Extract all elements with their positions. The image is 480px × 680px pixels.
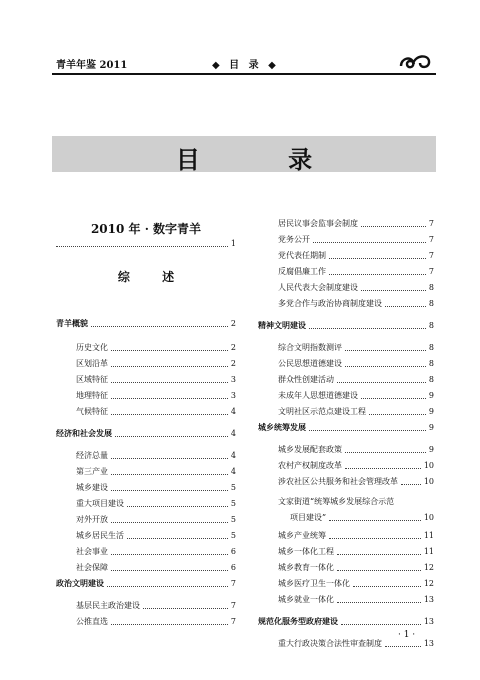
toc-entry-title: 反腐倡廉工作: [278, 267, 326, 276]
toc-entry: [278, 494, 434, 507]
toc-entry-title: 城乡一体化工程: [278, 547, 334, 556]
toc-entry-title: 农村产权制度改革: [278, 461, 342, 470]
dot-leader: [345, 350, 426, 351]
toc-entry-title: 第三产业: [76, 467, 108, 476]
toc-entry-title: 对外开放: [76, 515, 108, 524]
toc-entry: [278, 248, 434, 261]
dot-leader: [369, 414, 426, 415]
toc-entry: [278, 560, 434, 573]
toc-entry-page: 4: [230, 451, 236, 460]
toc-entry-page: 8: [428, 343, 434, 352]
dot-leader: [111, 474, 228, 475]
dot-leader: [127, 506, 228, 507]
dot-leader: [111, 522, 228, 523]
dot-leader: [111, 490, 228, 491]
toc-entry: [76, 560, 236, 573]
toc-entry-title: 重大行政决策合法性审查制度: [278, 639, 382, 648]
toc-entry-page: 2: [230, 343, 236, 352]
page-title: 目 录: [175, 145, 353, 174]
toc-entry-title: 公推直选: [76, 617, 108, 626]
toc-entry-title: 气候特征: [76, 407, 108, 416]
toc-entry-page: 3: [230, 375, 236, 384]
toc-entry: [76, 512, 236, 525]
toc-entry: [76, 372, 236, 385]
toc-entry: [76, 356, 236, 369]
dot-leader: [385, 646, 421, 647]
toc-entry-page: 6: [230, 563, 236, 572]
toc-entry: [76, 544, 236, 557]
right-toc-column: [258, 0, 434, 680]
dot-leader: [329, 258, 426, 259]
toc-entry: [76, 496, 236, 509]
dot-leader: [385, 306, 426, 307]
toc-entry-page: 8: [428, 299, 434, 308]
toc-entry-title: 城乡建设: [76, 483, 108, 492]
toc-entry-page: 9: [428, 445, 434, 454]
toc-entry-page: 5: [230, 531, 236, 540]
toc-entry-page: 7: [230, 601, 236, 610]
toc-entry-page: 5: [230, 499, 236, 508]
toc-entry-page: 2: [230, 359, 236, 368]
dot-leader: [337, 554, 421, 555]
dot-leader: [361, 398, 426, 399]
toc-entry: [278, 388, 434, 401]
toc-entry-title: 基层民主政治建设: [76, 601, 140, 610]
dot-leader: [345, 366, 426, 367]
toc-entry-page: 7: [230, 579, 236, 588]
toc-entry-page: 12: [423, 579, 434, 588]
toc-entry-page: 5: [230, 515, 236, 524]
toc-entry-title: 社会事业: [76, 547, 108, 556]
toc-entry-page: 4: [230, 429, 236, 438]
toc-entry-title: 青羊概貌: [56, 319, 88, 328]
dot-leader: [337, 382, 426, 383]
toc-entry: [76, 614, 236, 627]
dot-leader: [329, 520, 421, 521]
toc-section-heading: [258, 420, 434, 433]
toc-entry-title: 历史文化: [76, 343, 108, 352]
toc-entry: [76, 598, 236, 611]
year-entry-page: 1: [230, 239, 236, 248]
dot-leader: [337, 570, 421, 571]
dot-leader: [111, 458, 228, 459]
toc-entry-page: 10: [423, 461, 434, 470]
header-center-title: ◆ 目 录 ◆: [212, 60, 279, 71]
toc-entry-page: 7: [230, 617, 236, 626]
toc-entry-title: 区域特征: [76, 375, 108, 384]
toc-entry: [76, 388, 236, 401]
year-section-title: 2010 年 · 数字青羊: [90, 222, 202, 236]
dot-leader: [111, 398, 228, 399]
toc-entry: [278, 340, 434, 353]
dot-leader: [309, 430, 426, 431]
toc-entry-page: 6: [230, 547, 236, 556]
toc-entry-title: 城乡统筹发展: [258, 423, 306, 432]
toc-entry-title: 文明社区示范点建设工程: [278, 407, 366, 416]
toc-entry-page: 8: [428, 283, 434, 292]
toc-entry-page: 13: [423, 617, 434, 626]
dot-leader: [111, 570, 228, 571]
toc-entry-title: 未成年人思想道德建设: [278, 391, 358, 400]
toc-entry: [76, 480, 236, 493]
toc-entry-title: 区划沿革: [76, 359, 108, 368]
toc-entry-title: 城乡产业统筹: [278, 531, 326, 540]
dot-leader: [115, 436, 228, 437]
toc-entry-title: 规范化服务型政府建设: [258, 617, 338, 626]
toc-entry-title: 城乡发展配套政策: [278, 445, 342, 454]
toc-entry-title: 人民代表大会制度建设: [278, 283, 358, 292]
dot-leader: [329, 274, 426, 275]
header-left-title: 青羊年鉴 2011: [56, 60, 128, 71]
toc-entry-title: 政治文明建设: [56, 579, 104, 588]
dot-leader: [111, 350, 228, 351]
toc-entry-title: 党务公开: [278, 235, 310, 244]
toc-entry-page: 4: [230, 407, 236, 416]
dot-leader: [111, 382, 228, 383]
toc-entry: [278, 404, 434, 417]
toc-entry: [76, 448, 236, 461]
toc-entry-title: 经济和社会发展: [56, 429, 112, 438]
toc-entry-page: 4: [230, 467, 236, 476]
dot-leader: [143, 608, 228, 609]
dot-leader: [111, 554, 228, 555]
toc-entry-title: 涉农社区公共服务和社会管理改革: [278, 477, 398, 486]
toc-entry-title: 党代表任期制: [278, 251, 326, 260]
toc-entry-page: 9: [428, 407, 434, 416]
toc-section-heading: [258, 318, 434, 331]
toc-entry-title: 社会保障: [76, 563, 108, 572]
toc-entry-title: 群众性创建活动: [278, 375, 334, 384]
dot-leader: [353, 586, 421, 587]
dot-leader: [337, 602, 421, 603]
toc-entry: [76, 464, 236, 477]
toc-entry-page: 10: [423, 513, 434, 522]
toc-entry: [278, 264, 434, 277]
toc-entry-title: 城乡居民生活: [76, 531, 124, 540]
toc-entry-page: 11: [423, 531, 434, 540]
dot-leader: [345, 468, 421, 469]
toc-entry-title: 精神文明建设: [258, 321, 306, 330]
toc-entry: [76, 340, 236, 353]
toc-entry: [278, 232, 434, 245]
toc-entry-title: 居民议事会监事会制度: [278, 219, 358, 228]
toc-entry-title: 项目建设”: [290, 513, 327, 522]
toc-entry: [278, 372, 434, 385]
toc-entry-title: 重大项目建设: [76, 499, 124, 508]
toc-entry: [76, 528, 236, 541]
toc-entry: [278, 576, 434, 589]
toc-entry-page: 12: [423, 563, 434, 572]
toc-entry: [278, 458, 434, 471]
toc-entry-page: 7: [428, 267, 434, 276]
dot-leader: [111, 624, 228, 625]
left-toc-column: [56, 0, 236, 680]
toc-entry: [278, 544, 434, 557]
dot-leader: [111, 414, 228, 415]
dot-leader: [91, 326, 228, 327]
toc-entry-title: 城乡教育一体化: [278, 563, 334, 572]
dot-leader: [345, 452, 426, 453]
toc-entry: [278, 216, 434, 229]
toc-entry-title: 城乡医疗卫生一体化: [278, 579, 350, 588]
toc-entry-page: 9: [428, 423, 434, 432]
dot-leader: [329, 538, 421, 539]
toc-entry-title: 经济总量: [76, 451, 108, 460]
toc-entry: [278, 442, 434, 455]
toc-entry-page: 11: [423, 547, 434, 556]
toc-entry: [278, 356, 434, 369]
dot-leader: [107, 586, 228, 587]
toc-entry-page: 7: [428, 219, 434, 228]
toc-entry: [278, 296, 434, 309]
toc-entry-page: 13: [423, 595, 434, 604]
page-number: · 1 ·: [398, 630, 416, 640]
dot-leader: [361, 290, 426, 291]
toc-entry-title: 城乡就业一体化: [278, 595, 334, 604]
dot-leader: [401, 484, 421, 485]
toc-entry-page: 3: [230, 391, 236, 400]
toc-entry: [76, 404, 236, 417]
dot-leader: [341, 624, 421, 625]
overview-heading: 综 述: [117, 270, 189, 284]
dot-leader: [361, 226, 426, 227]
toc-entry-page: 13: [423, 639, 434, 648]
toc-entry: [278, 528, 434, 541]
toc-entry: [278, 592, 434, 605]
toc-entry-page: 8: [428, 359, 434, 368]
dot-leader: [313, 242, 426, 243]
toc-entry: [278, 474, 434, 487]
toc-entry-page: 9: [428, 391, 434, 400]
toc-entry-title: 公民思想道德建设: [278, 359, 342, 368]
toc-entry-page: 8: [428, 321, 434, 330]
dot-leader: [309, 328, 426, 329]
toc-entry-title: 综合文明指数测评: [278, 343, 342, 352]
toc-entry: [290, 510, 434, 523]
toc-entry-page: 5: [230, 483, 236, 492]
toc-entry: [278, 280, 434, 293]
toc-entry-page: 10: [423, 477, 434, 486]
dot-leader: [127, 538, 228, 539]
toc-section-heading: [56, 316, 236, 329]
toc-section-heading: [56, 426, 236, 439]
toc-entry-page: 2: [230, 319, 236, 328]
toc-entry-title: 地理特征: [76, 391, 108, 400]
toc-entry-page: 7: [428, 251, 434, 260]
toc-entry-page: 7: [428, 235, 434, 244]
dot-leader: [111, 366, 228, 367]
toc-section-heading: [56, 576, 236, 589]
toc-section-heading: [258, 614, 434, 627]
toc-entry-page: 8: [428, 375, 434, 384]
toc-entry-title: 文家街道“统筹城乡发展综合示范: [278, 497, 395, 506]
toc-entry-title: 多党合作与政治协商制度建设: [278, 299, 382, 308]
